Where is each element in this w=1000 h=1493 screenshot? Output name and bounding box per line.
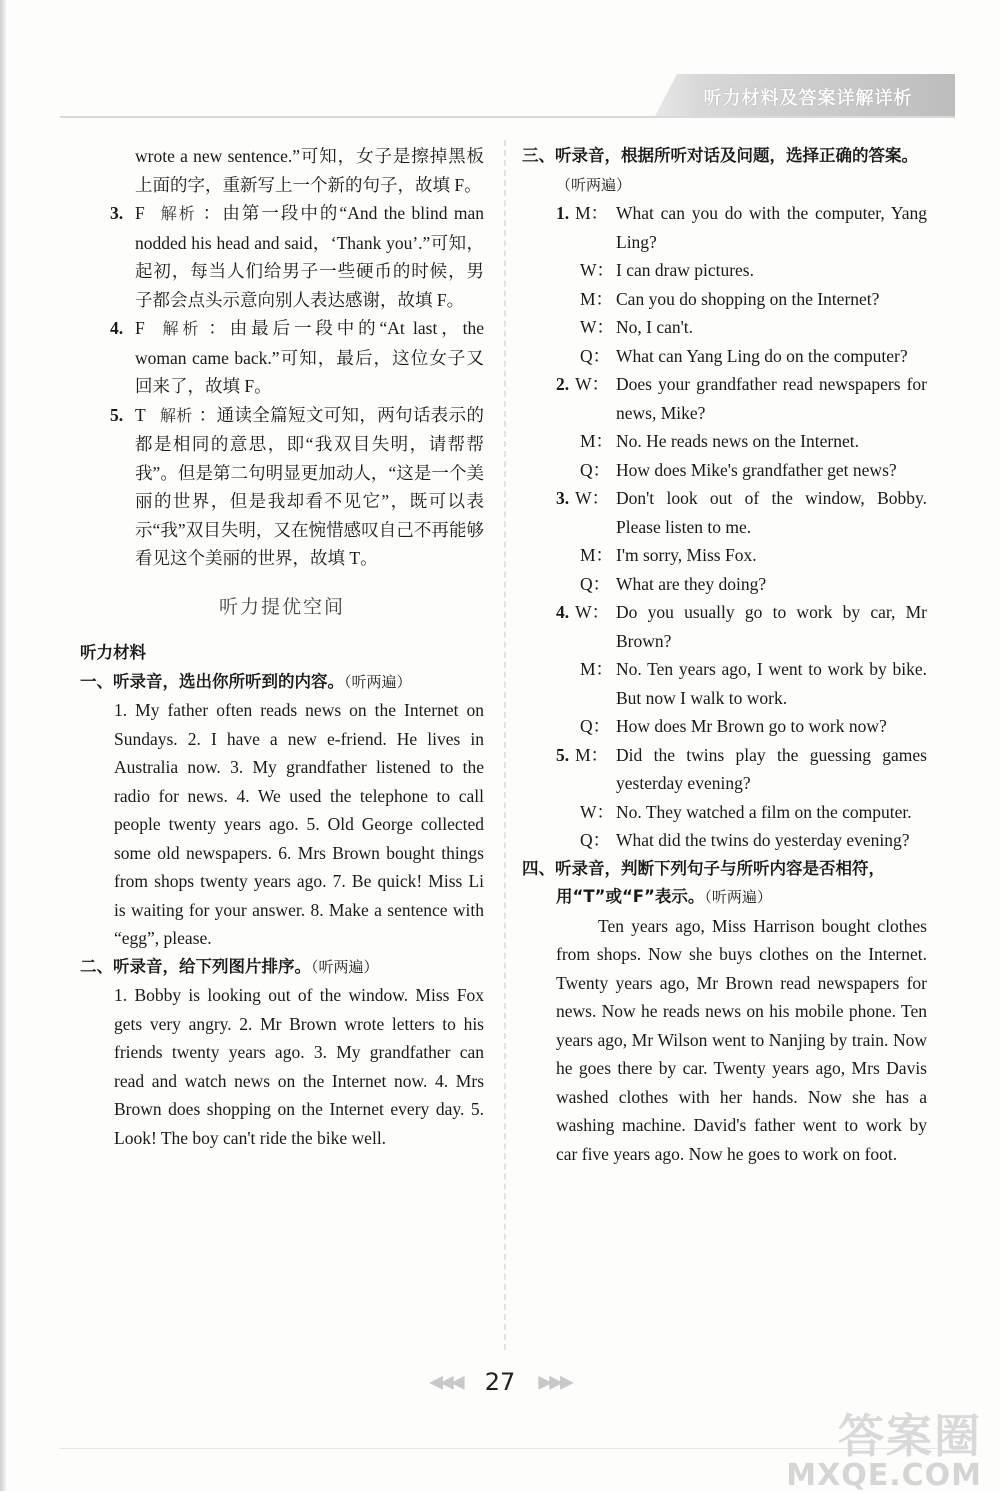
dialog-line — [522, 484, 927, 541]
dialog-text: Do you usually go to work by car, Mr Brown? — [616, 602, 927, 651]
section-1-title — [80, 668, 484, 697]
section-2-title — [80, 953, 484, 982]
answer-number: 5. — [110, 404, 124, 425]
answer-item — [80, 314, 484, 401]
section-3-title — [522, 142, 927, 199]
dialog-line — [522, 741, 927, 798]
dialog-number: 5. — [556, 744, 570, 765]
section-2-text: 1. Bobby is looking out of the window. Miss Fox gets very angry. 2. Mr Brown wrote letters to his friends twenty years ago. 3. My grandfather can read and watch news on the Internet now. 4. Mrs Brown does shopping on the Internet every day. 5. Look! The boy can't ride the bike well. — [114, 985, 484, 1148]
section-4-title-text: 四、听录音，判断下列句子与所听内容是否相符，用“T”或“F”表示。 — [522, 858, 885, 906]
answer-value: T — [135, 404, 146, 425]
dialog-text: No, I can't. — [616, 317, 694, 337]
section-subtitle: 听力提优空间 — [218, 595, 345, 618]
dialog-lead — [556, 741, 608, 770]
dialog-line — [522, 570, 927, 599]
dialog-lead — [580, 541, 613, 570]
speaker-label: W： — [580, 801, 615, 822]
speaker-label: W： — [575, 488, 610, 508]
section-2-title-text: 二、听录音，给下列图片排序。 — [80, 956, 311, 976]
page-binding-edge — [0, 0, 6, 1491]
dialog-lead — [556, 370, 609, 399]
dialog-lead — [580, 256, 614, 285]
speaker-label: Q： — [580, 830, 611, 850]
analysis-text: ：由第一段中的“And the blind man nodded his head and said，‘Thank you’.”可知，起初，每当人们给男子一些硬币的时候，男子都会点头示意向别人表达感谢，故填 F。 — [135, 203, 484, 310]
left-column — [80, 142, 484, 1152]
answer-value: F — [135, 318, 145, 338]
next-arrows-icon: ▶▶▶ — [538, 1371, 571, 1393]
dialog-lead — [580, 342, 610, 371]
analysis-label: 解析 — [159, 405, 193, 425]
analysis-text: ：由最后一段中的“At last，the woman came back.”可知，最后，这位女子又回来了，故填 F。 — [135, 318, 484, 396]
dialog-lead — [580, 798, 614, 827]
dialog-lead — [580, 826, 610, 855]
speaker-label: Q： — [580, 459, 611, 480]
section-4-title — [522, 855, 927, 912]
section-3-note: （听两遍） — [556, 175, 632, 194]
speaker-label: M： — [580, 431, 614, 451]
dialog-text: What are they doing? — [616, 573, 767, 594]
dialog-text: Don't look out of the window, Bobby. Please listen to me. — [616, 488, 927, 537]
speaker-label: M： — [580, 288, 614, 309]
speaker-label: Q： — [580, 573, 611, 594]
materials-heading: 听力材料 — [80, 643, 146, 662]
dialog-line — [522, 199, 927, 256]
dialog-text: I'm sorry, Miss Fox. — [616, 545, 757, 565]
dialog-text: Did the twins play the guessing games yesterday evening? — [616, 744, 927, 793]
header-rule — [60, 116, 955, 118]
speaker-label: M： — [580, 545, 614, 565]
dialog-lead — [556, 484, 609, 513]
dialog-text: Can you do shopping on the Internet? — [616, 288, 880, 309]
speaker-label: W： — [580, 260, 615, 280]
page-footer — [0, 1368, 1000, 1396]
dialog-text: What did the twins do yesterday evening? — [616, 830, 910, 850]
dialog-text: How does Mr Brown go to work now? — [616, 716, 887, 736]
dialog-number: 1. — [556, 203, 570, 223]
speaker-label: M： — [575, 203, 609, 223]
dialog-line — [522, 370, 927, 427]
dialog-text: I can draw pictures. — [616, 260, 754, 280]
dialog-line — [522, 826, 927, 855]
dialog-line — [522, 655, 927, 712]
section-1-text: 1. My father often reads news on the Internet on Sundays. 2. I have a new e-friend. He lives in Australia now. 3. My grandfather listened to the radio for news. 4. We used the telephone to call people twenty years ago. 5. Old George collected some old newspapers. 6. Mrs Brown bought things from shops twenty years ago. 7. Be quick! Miss Li is waiting for your answer. 8. Make a sentence with “egg”, please. — [114, 700, 484, 948]
dialog-text: No. They watched a film on the computer. — [616, 801, 912, 822]
answer-number: 3. — [110, 203, 124, 223]
dialog-lead — [580, 712, 610, 741]
dialog-line — [522, 798, 927, 827]
dialog-text: How does Mike's grandfather get news? — [616, 459, 897, 480]
section-4-passage: Ten years ago, Miss Harrison bought clothes from shops. Now she buys clothes on the Internet. Twenty years ago, Mr Brown read newspapers for news. Now he reads news on his mobile phone. Ten years ago, Mr Wilson went to Nanjing by train. Now he goes there by car. Twenty years ago, Mrs Davis washed clothes with her hands. Now she has a washing machine. David's father went to work by car five years ago. Now he goes to work on foot. — [556, 915, 927, 1164]
dialog-text: No. Ten years ago, I went to work by bike. But now I walk to work. — [616, 659, 927, 708]
dialog-lead — [556, 199, 608, 228]
speaker-label: M： — [575, 744, 609, 765]
section-1-note: （听两遍） — [344, 672, 412, 691]
dialog-lead — [580, 655, 613, 684]
right-column — [522, 142, 927, 1168]
speaker-label: Q： — [580, 716, 611, 736]
analysis-label: 解析 — [158, 204, 197, 223]
section-3-title-text: 三、听录音，根据所听对话及问题，选择正确的答案。 — [522, 146, 918, 165]
answer-item — [80, 199, 484, 314]
dialog-text: What can Yang Ling do on the computer? — [616, 345, 908, 366]
answer-value: F — [135, 203, 145, 223]
analysis-label: 解析 — [158, 319, 203, 338]
dialog-line — [522, 712, 927, 741]
dialog-list — [522, 199, 927, 855]
dialog-number: 2. — [556, 374, 570, 394]
continued-explanation: wrote a new sentence.”可知，女子是擦掉黑板上面的字，重新写上一个新的句子，故填 F。 — [135, 146, 484, 195]
watermark-url: MXQE.COM — [786, 1458, 982, 1493]
section-4-note: （听两遍） — [704, 888, 772, 906]
section-1-title-text: 一、听录音，选出你所听到的内容。 — [80, 671, 344, 691]
dialog-text: What can you do with the computer, Yang Ling? — [616, 203, 927, 252]
dialog-lead — [556, 598, 609, 627]
answer-number: 4. — [110, 318, 124, 338]
dialog-line — [522, 427, 927, 456]
dialog-lead — [580, 427, 613, 456]
dialog-number: 4. — [556, 602, 570, 622]
section-2-note: （听两遍） — [311, 957, 379, 976]
dialog-line — [522, 285, 927, 314]
header-title: 听力材料及答案详解详析 — [703, 88, 913, 109]
dialog-line — [522, 541, 927, 570]
answer-item — [80, 401, 484, 573]
speaker-label: M： — [580, 659, 614, 679]
dialog-line — [522, 256, 927, 285]
speaker-label: W： — [580, 317, 615, 337]
answer-list — [80, 199, 484, 573]
dialog-text: Does your grandfather read newspapers for news, Mike? — [616, 374, 927, 423]
watermark-logo: 答案圈 — [838, 1409, 982, 1463]
speaker-label: Q： — [580, 345, 611, 366]
speaker-label: W： — [575, 374, 610, 394]
dialog-text: No. He reads news on the Internet. — [616, 431, 859, 451]
dialog-line — [522, 456, 927, 485]
watermark — [786, 1400, 982, 1493]
dialog-lead — [580, 570, 610, 599]
page-number: 27 — [484, 1368, 516, 1396]
prev-arrows-icon: ◀◀◀ — [429, 1371, 462, 1393]
analysis-text: ：通读全篇短文可知，两句话表示的都是相同的意思，即“我双目失明，请帮帮我”。但是第二句明显更加动人，“这是一个美丽的世界，但是我却看不见它”，既可以表示“我”双目失明，又在惋惜感叹自己不再能够看见这个美丽的世界，故填 T。 — [135, 404, 484, 568]
dialog-lead — [580, 313, 614, 342]
speaker-label: W： — [575, 602, 610, 622]
dialog-lead — [580, 456, 610, 485]
column-divider — [504, 140, 506, 1350]
dialog-line — [522, 598, 927, 655]
dialog-line — [522, 313, 927, 342]
dialog-line — [522, 342, 927, 371]
dialog-lead — [580, 285, 613, 314]
dialog-number: 3. — [556, 488, 570, 508]
